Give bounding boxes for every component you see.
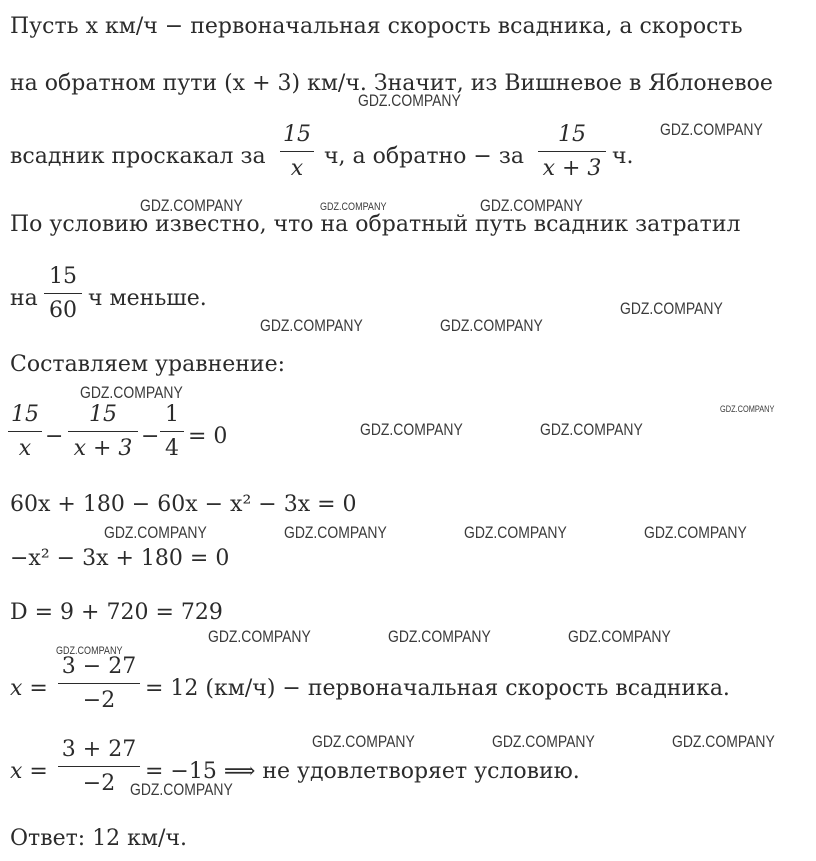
fraction-numerator: 15 xyxy=(11,402,39,427)
watermark: GDZ.COMPANY xyxy=(672,732,775,751)
watermark: GDZ.COMPANY xyxy=(130,780,233,799)
watermark: GDZ.COMPANY xyxy=(320,201,387,213)
fraction-numerator: 15 xyxy=(558,122,586,147)
watermark: GDZ.COMPANY xyxy=(480,196,583,215)
root-1-result: = 12 (км/ч) − первоначальная скорость всадника. xyxy=(145,676,730,701)
fraction-denominator: 60 xyxy=(49,298,77,323)
text-line-5a: на xyxy=(10,286,38,311)
watermark: GDZ.COMPANY xyxy=(208,627,311,646)
fraction-numerator: 3 + 27 xyxy=(61,737,137,762)
fraction-15-over-x-plus-3 xyxy=(538,122,606,182)
answer-line: Ответ: 12 км/ч. xyxy=(10,826,187,851)
fraction-numerator: 1 xyxy=(165,402,179,427)
root-1-label: x = xyxy=(10,676,48,701)
fraction-numerator: 3 − 27 xyxy=(61,654,137,679)
fraction-denominator: x + 3 xyxy=(73,436,133,461)
text-line-1: Пусть x км/ч − первоначальная скорость всадника, а скорость xyxy=(10,14,743,39)
watermark: GDZ.COMPANY xyxy=(464,523,567,542)
watermark: GDZ.COMPANY xyxy=(260,316,363,335)
text-line-5b: ч меньше. xyxy=(88,286,207,311)
equation-4: D = 9 + 720 = 729 xyxy=(10,600,223,625)
text-line-4: По условию известно, что на обратный путь всадник затратил xyxy=(10,212,741,237)
watermark: GDZ.COMPANY xyxy=(140,196,243,215)
fraction-15-over-x xyxy=(280,122,314,182)
fraction-denominator: −2 xyxy=(82,771,116,796)
watermark: GDZ.COMPANY xyxy=(358,91,461,110)
eq1-equals-zero: = 0 xyxy=(188,424,228,449)
root-2-label: x = xyxy=(10,759,48,784)
fraction-denominator: 4 xyxy=(165,436,179,461)
fraction-denominator: x xyxy=(18,436,32,461)
watermark: GDZ.COMPANY xyxy=(540,420,643,439)
fraction-denominator: x + 3 xyxy=(542,156,602,181)
watermark: GDZ.COMPANY xyxy=(388,627,491,646)
fraction-denominator: x xyxy=(290,156,304,181)
fraction-denominator: −2 xyxy=(82,688,116,713)
fraction-numerator: 15 xyxy=(89,402,117,427)
watermark: GDZ.COMPANY xyxy=(620,299,723,318)
watermark: GDZ.COMPANY xyxy=(104,523,207,542)
root-2-result: = −15 ⟹ не удовлетворяет условию. xyxy=(145,759,580,784)
watermark: GDZ.COMPANY xyxy=(312,732,415,751)
fraction-numerator: 15 xyxy=(49,264,77,289)
watermark: GDZ.COMPANY xyxy=(568,627,671,646)
minus-sign: − xyxy=(141,424,160,449)
root-1-fraction xyxy=(58,654,140,714)
watermark: GDZ.COMPANY xyxy=(80,383,183,402)
watermark: GDZ.COMPANY xyxy=(492,732,595,751)
equation-3: −x² − 3x + 180 = 0 xyxy=(10,546,230,571)
eq1-fraction-15-over-x-plus-3 xyxy=(68,402,138,462)
text-line-3a: всадник проскакал за xyxy=(10,144,266,169)
root-2-fraction xyxy=(58,737,140,797)
eq1-fraction-1-over-4 xyxy=(160,402,184,462)
watermark: GDZ.COMPANY xyxy=(720,404,775,414)
watermark: GDZ.COMPANY xyxy=(660,120,763,139)
watermark: GDZ.COMPANY xyxy=(284,523,387,542)
fraction-numerator: 15 xyxy=(283,122,311,147)
watermark: GDZ.COMPANY xyxy=(56,645,123,657)
eq1-fraction-15-over-x xyxy=(8,402,42,462)
watermark: GDZ.COMPANY xyxy=(360,420,463,439)
watermark: GDZ.COMPANY xyxy=(644,523,747,542)
text-line-3c: ч. xyxy=(612,144,634,169)
text-line-3b: ч, а обратно − за xyxy=(324,144,524,169)
watermark: GDZ.COMPANY xyxy=(440,316,543,335)
text-line-2: на обратном пути (x + 3) км/ч. Значит, из Вишневое в Яблоневое xyxy=(10,71,773,96)
equation-2: 60x + 180 − 60x − x² − 3x = 0 xyxy=(10,492,357,517)
minus-sign: − xyxy=(45,424,64,449)
text-line-6: Составляем уравнение: xyxy=(10,352,286,377)
fraction-15-over-60 xyxy=(44,264,82,324)
